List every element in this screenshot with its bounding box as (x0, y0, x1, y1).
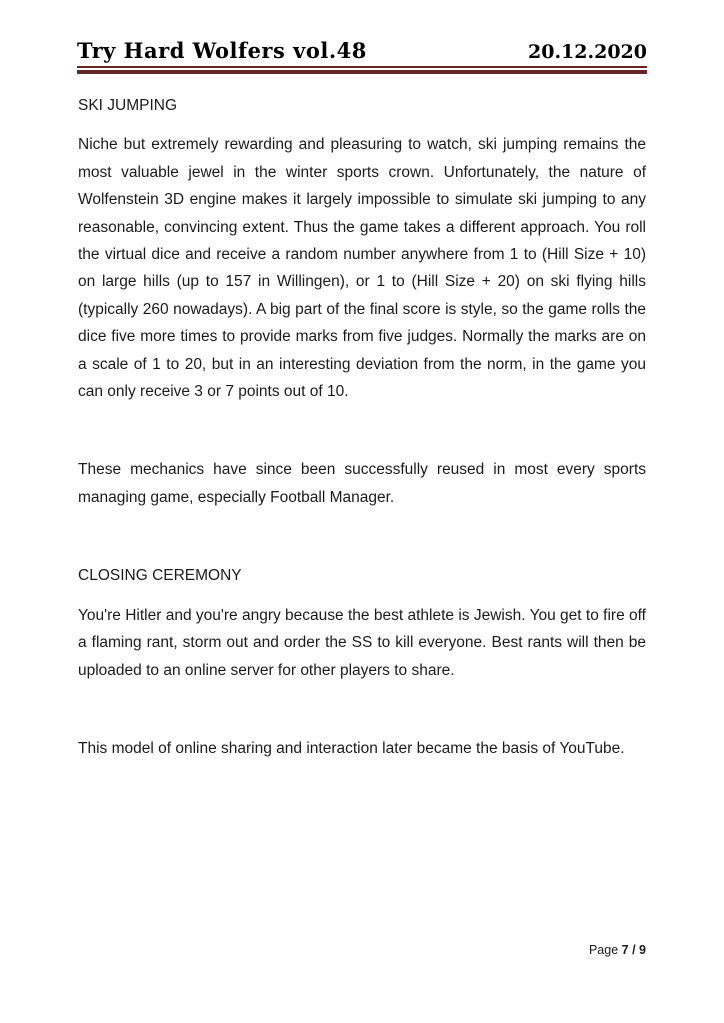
footer-page-separator: / (632, 943, 636, 957)
document-body (78, 92, 646, 762)
footer-page-total: 9 (639, 943, 646, 957)
header-double-rule (77, 66, 647, 74)
header-title: Try Hard Wolfers vol.48 (77, 38, 367, 63)
section-heading: CLOSING CEREMONY (78, 567, 242, 585)
header-date: 20.12.2020 (528, 41, 647, 63)
rule-thick-line (77, 70, 647, 74)
section-heading: SKI JUMPING (78, 97, 178, 114)
paragraph: Niche but extremely rewarding and pleasuring to watch, ski jumping remains the most valuable jewel in the winter sports crown. Unfortunately, the nature of Wolfenstein 3D engine makes it largely impossible to simulate ski jumping to any reasonable, convincing extent. Thus the game takes a different approach. You roll the virtual dice and receive a random number anywhere from 1 to (Hill Size + 10) on large hills (up to 157 in Willingen), or 1 to (Hill Size + 20) on ski flying hills (typically 260 nowadays). A big part of the final score is style, so the game rolls the dice five more times to provide marks from five judges. Normally the marks are on a scale of 1 to 20, but in an interesting deviation from the norm, in the game you can only receive 3 or 7 points out of 10. (78, 136, 646, 401)
paragraph: This model of online sharing and interaction later became the basis of YouTube. (78, 739, 625, 757)
footer-page-label: Page (588, 943, 619, 957)
footer-page-current: 7 (621, 943, 629, 957)
page-footer (589, 943, 646, 957)
paragraph: These mechanics have since been successfully reused in most every sports managing game, especially Football Manager. (78, 461, 646, 506)
section-closing-ceremony (78, 562, 646, 762)
section-ski-jumping (78, 92, 646, 511)
page-header (77, 38, 647, 74)
paragraph: You're Hitler and you're angry because the best athlete is Jewish. You get to fire off a flaming rant, storm out and order the SS to kill everyone. Best rants will then be uploaded to an online server for other players to share. (78, 606, 646, 679)
